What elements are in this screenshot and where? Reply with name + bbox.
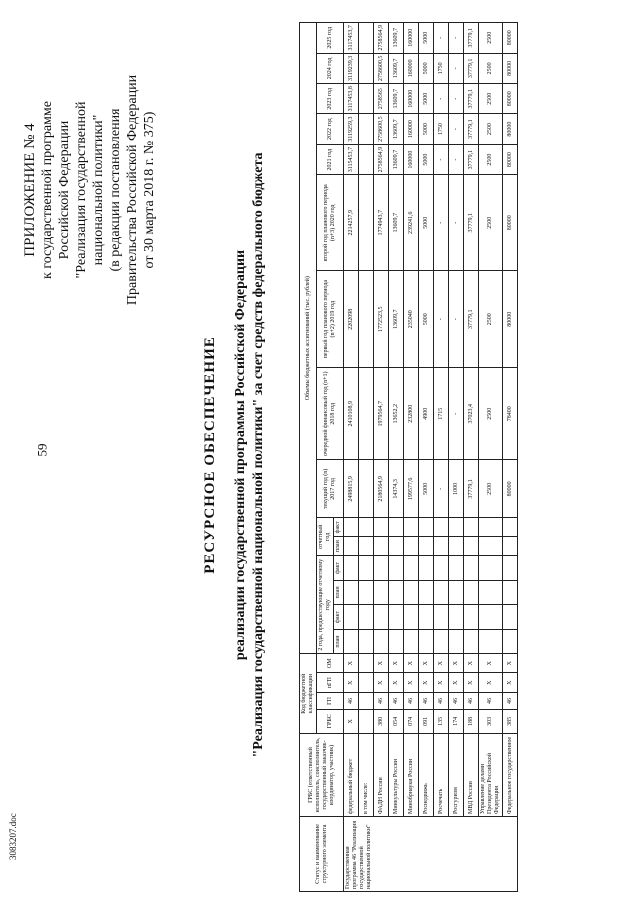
- plan-fact-cell: [344, 556, 359, 581]
- value-cell: -: [434, 175, 449, 271]
- plan-fact-cell: [374, 629, 389, 654]
- value-cell: 2758565: [374, 84, 389, 114]
- col-sub-plan: план: [334, 629, 344, 654]
- plan-fact-cell: [503, 629, 518, 654]
- plan-fact-cell: [449, 580, 464, 605]
- code-om-cell: X: [404, 654, 419, 673]
- value-cell: -: [449, 84, 464, 114]
- value-cell: 199577,6: [404, 460, 419, 518]
- code-gp-cell: 46: [344, 693, 359, 709]
- value-cell: [359, 368, 374, 460]
- rotated-page-content: [12, 10, 622, 900]
- col-year-2024: 2024 год: [317, 53, 344, 84]
- col-sub-plan: план: [334, 580, 344, 605]
- value-cell: 2758600,5: [374, 53, 389, 84]
- plan-fact-cell: [359, 580, 374, 605]
- plan-fact-cell: [344, 580, 359, 605]
- value-cell: 13609,7: [389, 53, 404, 84]
- plan-fact-cell: [419, 580, 434, 605]
- code-om-cell: X: [449, 654, 464, 673]
- code-pgp-cell: X: [404, 673, 419, 693]
- plan-fact-cell: [359, 556, 374, 581]
- value-cell: 160000: [404, 84, 419, 114]
- plan-fact-cell: [464, 556, 479, 581]
- code-gp-cell: 46: [404, 693, 419, 709]
- executor-cell: Управление делами Президента Российской Федерации: [479, 734, 503, 817]
- value-cell: 5000: [419, 144, 434, 175]
- value-cell: 4900: [419, 368, 434, 460]
- plan-fact-cell: [449, 518, 464, 537]
- plan-fact-cell: [449, 556, 464, 581]
- value-cell: 5000: [419, 460, 434, 518]
- value-cell: [359, 271, 374, 368]
- code-om-cell: X: [434, 654, 449, 673]
- col-current-year: текущий год (n) 2017 год: [317, 460, 344, 518]
- document-code: 3083207.doc: [8, 813, 18, 860]
- table-row: [389, 23, 404, 892]
- executor-cell: в том числе:: [359, 734, 374, 817]
- col-year-2021: 2021 год: [317, 144, 344, 175]
- page-number: 59: [34, 443, 50, 457]
- plan-fact-cell: [359, 629, 374, 654]
- code-pgp-cell: X: [449, 673, 464, 693]
- executor-cell: Минобрнауки России: [404, 734, 419, 817]
- plan-fact-cell: [374, 580, 389, 605]
- appendix-header: [22, 30, 158, 350]
- value-cell: 5000: [419, 23, 434, 54]
- document-titles: [202, 10, 267, 900]
- col-code-om: ОМ: [317, 654, 344, 673]
- value-cell: 78400: [503, 368, 518, 460]
- value-cell: 160000: [404, 114, 419, 145]
- value-cell: 13652,2: [389, 368, 404, 460]
- value-cell: 2500: [479, 84, 503, 114]
- value-cell: -: [434, 271, 449, 368]
- plan-fact-cell: [419, 605, 434, 630]
- plan-fact-cell: [434, 629, 449, 654]
- code-grbs-cell: X: [344, 709, 359, 733]
- code-om-cell: [359, 654, 374, 673]
- executor-cell: ФАДН России: [374, 734, 389, 817]
- code-grbs-cell: 091: [419, 709, 434, 733]
- code-pgp-cell: X: [374, 673, 389, 693]
- plan-fact-cell: [434, 537, 449, 556]
- code-grbs-cell: 135: [434, 709, 449, 733]
- executor-cell: МВД России: [464, 734, 479, 817]
- plan-fact-cell: [434, 556, 449, 581]
- code-gp-cell: 46: [464, 693, 479, 709]
- col-next-year: очередной финансовый год (n+1) 2018 год: [317, 368, 344, 460]
- code-gp-cell: 46: [479, 693, 503, 709]
- code-gp-cell: [359, 693, 374, 709]
- code-grbs-cell: 385: [503, 709, 518, 733]
- value-cell: 3115453,7: [344, 144, 359, 175]
- value-cell: 2500: [479, 460, 503, 518]
- value-cell: -: [449, 271, 464, 368]
- value-cell: 1750: [434, 114, 449, 145]
- col-two-years: 2 года, предшествующие отчетному году: [317, 556, 334, 654]
- plan-fact-cell: [464, 537, 479, 556]
- table-row: [419, 23, 434, 892]
- value-cell: 2500: [479, 271, 503, 368]
- code-grbs-cell: 074: [404, 709, 419, 733]
- value-cell: 1715: [434, 368, 449, 460]
- table-row: [359, 23, 374, 892]
- table-row: [503, 23, 518, 892]
- plan-fact-cell: [344, 629, 359, 654]
- plan-fact-cell: [434, 605, 449, 630]
- value-cell: 37779,1: [464, 460, 479, 518]
- value-cell: -: [434, 460, 449, 518]
- value-cell: 1000: [449, 460, 464, 518]
- value-cell: 37023,4: [464, 368, 479, 460]
- plan-fact-cell: [344, 537, 359, 556]
- plan-fact-cell: [419, 518, 434, 537]
- col-second-plan-year: второй год планового периода (n+3) 2020 год: [317, 175, 344, 271]
- value-cell: 2758564,9: [374, 144, 389, 175]
- code-gp-cell: 46: [419, 693, 434, 709]
- table-row: [344, 23, 359, 892]
- executor-cell: федеральный бюджет: [344, 734, 359, 817]
- value-cell: 80000: [503, 144, 518, 175]
- col-budget-code: Код бюджетной классификации: [300, 654, 317, 734]
- table-row: [374, 23, 389, 892]
- value-cell: 2500: [479, 368, 503, 460]
- value-cell: -: [449, 144, 464, 175]
- code-gp-cell: 46: [389, 693, 404, 709]
- code-grbs-cell: 174: [449, 709, 464, 733]
- code-pgp-cell: [359, 673, 374, 693]
- plan-fact-cell: [374, 518, 389, 537]
- table-row: [464, 23, 479, 892]
- plan-fact-cell: [449, 537, 464, 556]
- value-cell: 2500: [479, 144, 503, 175]
- appendix-line: "Реализация государственной: [74, 101, 89, 279]
- value-cell: [359, 53, 374, 84]
- value-cell: 13609,7: [389, 114, 404, 145]
- value-cell: -: [449, 368, 464, 460]
- value-cell: -: [434, 144, 449, 175]
- plan-fact-cell: [389, 580, 404, 605]
- plan-fact-cell: [359, 518, 374, 537]
- col-year-2022: 2022 год: [317, 114, 344, 145]
- plan-fact-cell: [479, 629, 503, 654]
- plan-fact-cell: [464, 518, 479, 537]
- code-pgp-cell: X: [503, 673, 518, 693]
- value-cell: 2500: [479, 114, 503, 145]
- col-year-2025: 2025 год: [317, 23, 344, 54]
- value-cell: 3117453,7: [344, 23, 359, 54]
- plan-fact-cell: [464, 629, 479, 654]
- value-cell: -: [449, 175, 464, 271]
- value-cell: 5000: [419, 84, 434, 114]
- plan-fact-cell: [419, 629, 434, 654]
- code-grbs-cell: 188: [464, 709, 479, 733]
- value-cell: 13609,7: [389, 271, 404, 368]
- resource-table-wrapper: [299, 22, 518, 892]
- plan-fact-cell: [434, 580, 449, 605]
- code-om-cell: X: [464, 654, 479, 673]
- appendix-line: Правительства Российской Федерации: [125, 74, 140, 306]
- plan-fact-cell: [389, 518, 404, 537]
- col-sub-fact: факт: [334, 556, 344, 581]
- value-cell: 37779,1: [464, 271, 479, 368]
- code-om-cell: X: [374, 654, 389, 673]
- value-cell: 37779,1: [464, 53, 479, 84]
- value-cell: 2500: [479, 175, 503, 271]
- col-code-grbs: ГРБС: [317, 709, 344, 733]
- value-cell: -: [434, 23, 449, 54]
- value-cell: 80000: [503, 23, 518, 54]
- table-body: [344, 23, 518, 892]
- program-name-cell: Государственная программа 46 "Реализация государственной национальной политики": [344, 817, 518, 892]
- code-pgp-cell: X: [419, 673, 434, 693]
- value-cell: 37779,1: [464, 23, 479, 54]
- value-cell: 1750: [434, 53, 449, 84]
- code-pgp-cell: X: [479, 673, 503, 693]
- plan-fact-cell: [404, 629, 419, 654]
- code-pgp-cell: X: [434, 673, 449, 693]
- appendix-line: национальной политики": [91, 114, 106, 266]
- value-cell: 5000: [419, 175, 434, 271]
- value-cell: 80000: [503, 271, 518, 368]
- col-code-gp: ГП: [317, 693, 344, 709]
- value-cell: 5000: [419, 271, 434, 368]
- plan-fact-cell: [404, 580, 419, 605]
- value-cell: 2180564,9: [374, 460, 389, 518]
- value-cell: 239241,6: [404, 175, 419, 271]
- col-sub-fact: факт: [334, 605, 344, 630]
- value-cell: -: [449, 23, 464, 54]
- code-pgp-cell: X: [344, 673, 359, 693]
- value-cell: 2410108,9: [344, 368, 359, 460]
- plan-fact-cell: [404, 556, 419, 581]
- col-sub-fact: факт: [334, 518, 344, 537]
- executor-cell: Росгуризм: [449, 734, 464, 817]
- value-cell: 3117453,8: [344, 84, 359, 114]
- value-cell: 37779,1: [464, 84, 479, 114]
- plan-fact-cell: [359, 605, 374, 630]
- table-row: [479, 23, 503, 892]
- value-cell: 80000: [503, 114, 518, 145]
- executor-cell: Роснедвижь: [419, 734, 434, 817]
- plan-fact-cell: [479, 556, 503, 581]
- value-cell: [359, 144, 374, 175]
- plan-fact-cell: [404, 518, 419, 537]
- appendix-title: ПРИЛОЖЕНИЕ № 4: [22, 123, 38, 257]
- appendix-line: к государственной программе: [40, 101, 55, 279]
- appendix-line: Российской Федерации: [57, 120, 72, 260]
- value-cell: 1774943,7: [374, 175, 389, 271]
- code-grbs-cell: 380: [374, 709, 389, 733]
- value-cell: 1979564,7: [374, 368, 389, 460]
- value-cell: 1772523,5: [374, 271, 389, 368]
- plan-fact-cell: [503, 556, 518, 581]
- value-cell: 80000: [503, 175, 518, 271]
- col-first-plan-year: первый год планового периода (n+2) 2019 год: [317, 271, 344, 368]
- code-om-cell: X: [419, 654, 434, 673]
- code-pgp-cell: X: [464, 673, 479, 693]
- plan-fact-cell: [464, 580, 479, 605]
- plan-fact-cell: [374, 537, 389, 556]
- code-gp-cell: 46: [374, 693, 389, 709]
- code-om-cell: X: [503, 654, 518, 673]
- value-cell: 235040: [404, 271, 419, 368]
- col-volume: Объемы бюджетных ассигнований (тыс. рублей): [300, 23, 317, 654]
- value-cell: -: [449, 114, 464, 145]
- value-cell: 232800: [404, 368, 419, 460]
- code-gp-cell: 46: [434, 693, 449, 709]
- code-gp-cell: 46: [503, 693, 518, 709]
- executor-cell: Федеральное государственное: [503, 734, 518, 817]
- plan-fact-cell: [479, 518, 503, 537]
- code-grbs-cell: 303: [479, 709, 503, 733]
- plan-fact-cell: [374, 556, 389, 581]
- value-cell: 3119239,3: [344, 53, 359, 84]
- value-cell: -: [434, 84, 449, 114]
- value-cell: 160000: [404, 144, 419, 175]
- plan-fact-cell: [479, 537, 503, 556]
- col-grbs-responsible: ГРБС (ответственный исполнитель, соисполнитель, государственный заказчик-координатор, участник): [300, 734, 344, 817]
- plan-fact-cell: [503, 580, 518, 605]
- appendix-line: от 30 марта 2018 г. № 375): [142, 111, 157, 269]
- value-cell: 13609,7: [389, 175, 404, 271]
- col-report-year: отчетный год: [317, 518, 334, 556]
- plan-fact-cell: [389, 537, 404, 556]
- col-sub-plan: план: [334, 537, 344, 556]
- value-cell: [359, 23, 374, 54]
- plan-fact-cell: [449, 629, 464, 654]
- plan-fact-cell: [479, 605, 503, 630]
- plan-fact-cell: [419, 556, 434, 581]
- code-om-cell: X: [344, 654, 359, 673]
- appendix-line: (в редакции постановления: [108, 108, 123, 272]
- plan-fact-cell: [389, 629, 404, 654]
- code-gp-cell: 46: [449, 693, 464, 709]
- plan-fact-cell: [503, 537, 518, 556]
- value-cell: 13609,7: [389, 144, 404, 175]
- value-cell: 3119259,3: [344, 114, 359, 145]
- value-cell: 37779,1: [464, 175, 479, 271]
- code-grbs-cell: 054: [389, 709, 404, 733]
- value-cell: 2500: [479, 23, 503, 54]
- table-row: [449, 23, 464, 892]
- value-cell: 2498815,9: [344, 460, 359, 518]
- value-cell: [359, 84, 374, 114]
- value-cell: 160000: [404, 23, 419, 54]
- value-cell: [359, 175, 374, 271]
- plan-fact-cell: [449, 605, 464, 630]
- value-cell: 14374,3: [389, 460, 404, 518]
- plan-fact-cell: [344, 518, 359, 537]
- executor-cell: Минкультуры России: [389, 734, 404, 817]
- value-cell: 2500: [479, 53, 503, 84]
- value-cell: 2202098: [344, 271, 359, 368]
- code-om-cell: X: [389, 654, 404, 673]
- value-cell: 80000: [503, 84, 518, 114]
- plan-fact-cell: [359, 537, 374, 556]
- plan-fact-cell: [404, 605, 419, 630]
- plan-fact-cell: [404, 537, 419, 556]
- value-cell: 5000: [419, 114, 434, 145]
- plan-fact-cell: [389, 556, 404, 581]
- value-cell: 13609,7: [389, 84, 404, 114]
- document-title: РЕСУРСНОЕ ОБЕСПЕЧЕНИЕ: [202, 336, 218, 574]
- plan-fact-cell: [434, 518, 449, 537]
- value-cell: 13609,7: [389, 23, 404, 54]
- plan-fact-cell: [503, 518, 518, 537]
- plan-fact-cell: [389, 605, 404, 630]
- executor-cell: Росчечать: [434, 734, 449, 817]
- value-cell: 2758564,9: [374, 23, 389, 54]
- value-cell: 80000: [503, 53, 518, 84]
- plan-fact-cell: [503, 605, 518, 630]
- value-cell: -: [449, 53, 464, 84]
- col-status: Статус и наименование структурного элемента: [300, 817, 344, 892]
- table-row: [434, 23, 449, 892]
- value-cell: 160000: [404, 53, 419, 84]
- value-cell: 37779,1: [464, 114, 479, 145]
- code-grbs-cell: [359, 709, 374, 733]
- value-cell: 80000: [503, 460, 518, 518]
- value-cell: [359, 460, 374, 518]
- value-cell: 5000: [419, 53, 434, 84]
- value-cell: 2758600,5: [374, 114, 389, 145]
- value-cell: 2214257,9: [344, 175, 359, 271]
- col-code-pgp: пГП: [317, 673, 344, 693]
- code-pgp-cell: X: [389, 673, 404, 693]
- plan-fact-cell: [374, 605, 389, 630]
- plan-fact-cell: [479, 580, 503, 605]
- value-cell: [359, 114, 374, 145]
- plan-fact-cell: [344, 605, 359, 630]
- plan-fact-cell: [464, 605, 479, 630]
- table-row: [404, 23, 419, 892]
- document-subtitle-program: "Реализация государственной национальной политики" за счет средств федерального бюджета: [251, 152, 266, 758]
- plan-fact-cell: [419, 537, 434, 556]
- resource-table: [299, 22, 518, 892]
- value-cell: 37779,1: [464, 144, 479, 175]
- code-om-cell: X: [479, 654, 503, 673]
- col-year-2023: 2023 год: [317, 84, 344, 114]
- document-subtitle: реализации государственной программы Российской Федерации: [233, 249, 248, 661]
